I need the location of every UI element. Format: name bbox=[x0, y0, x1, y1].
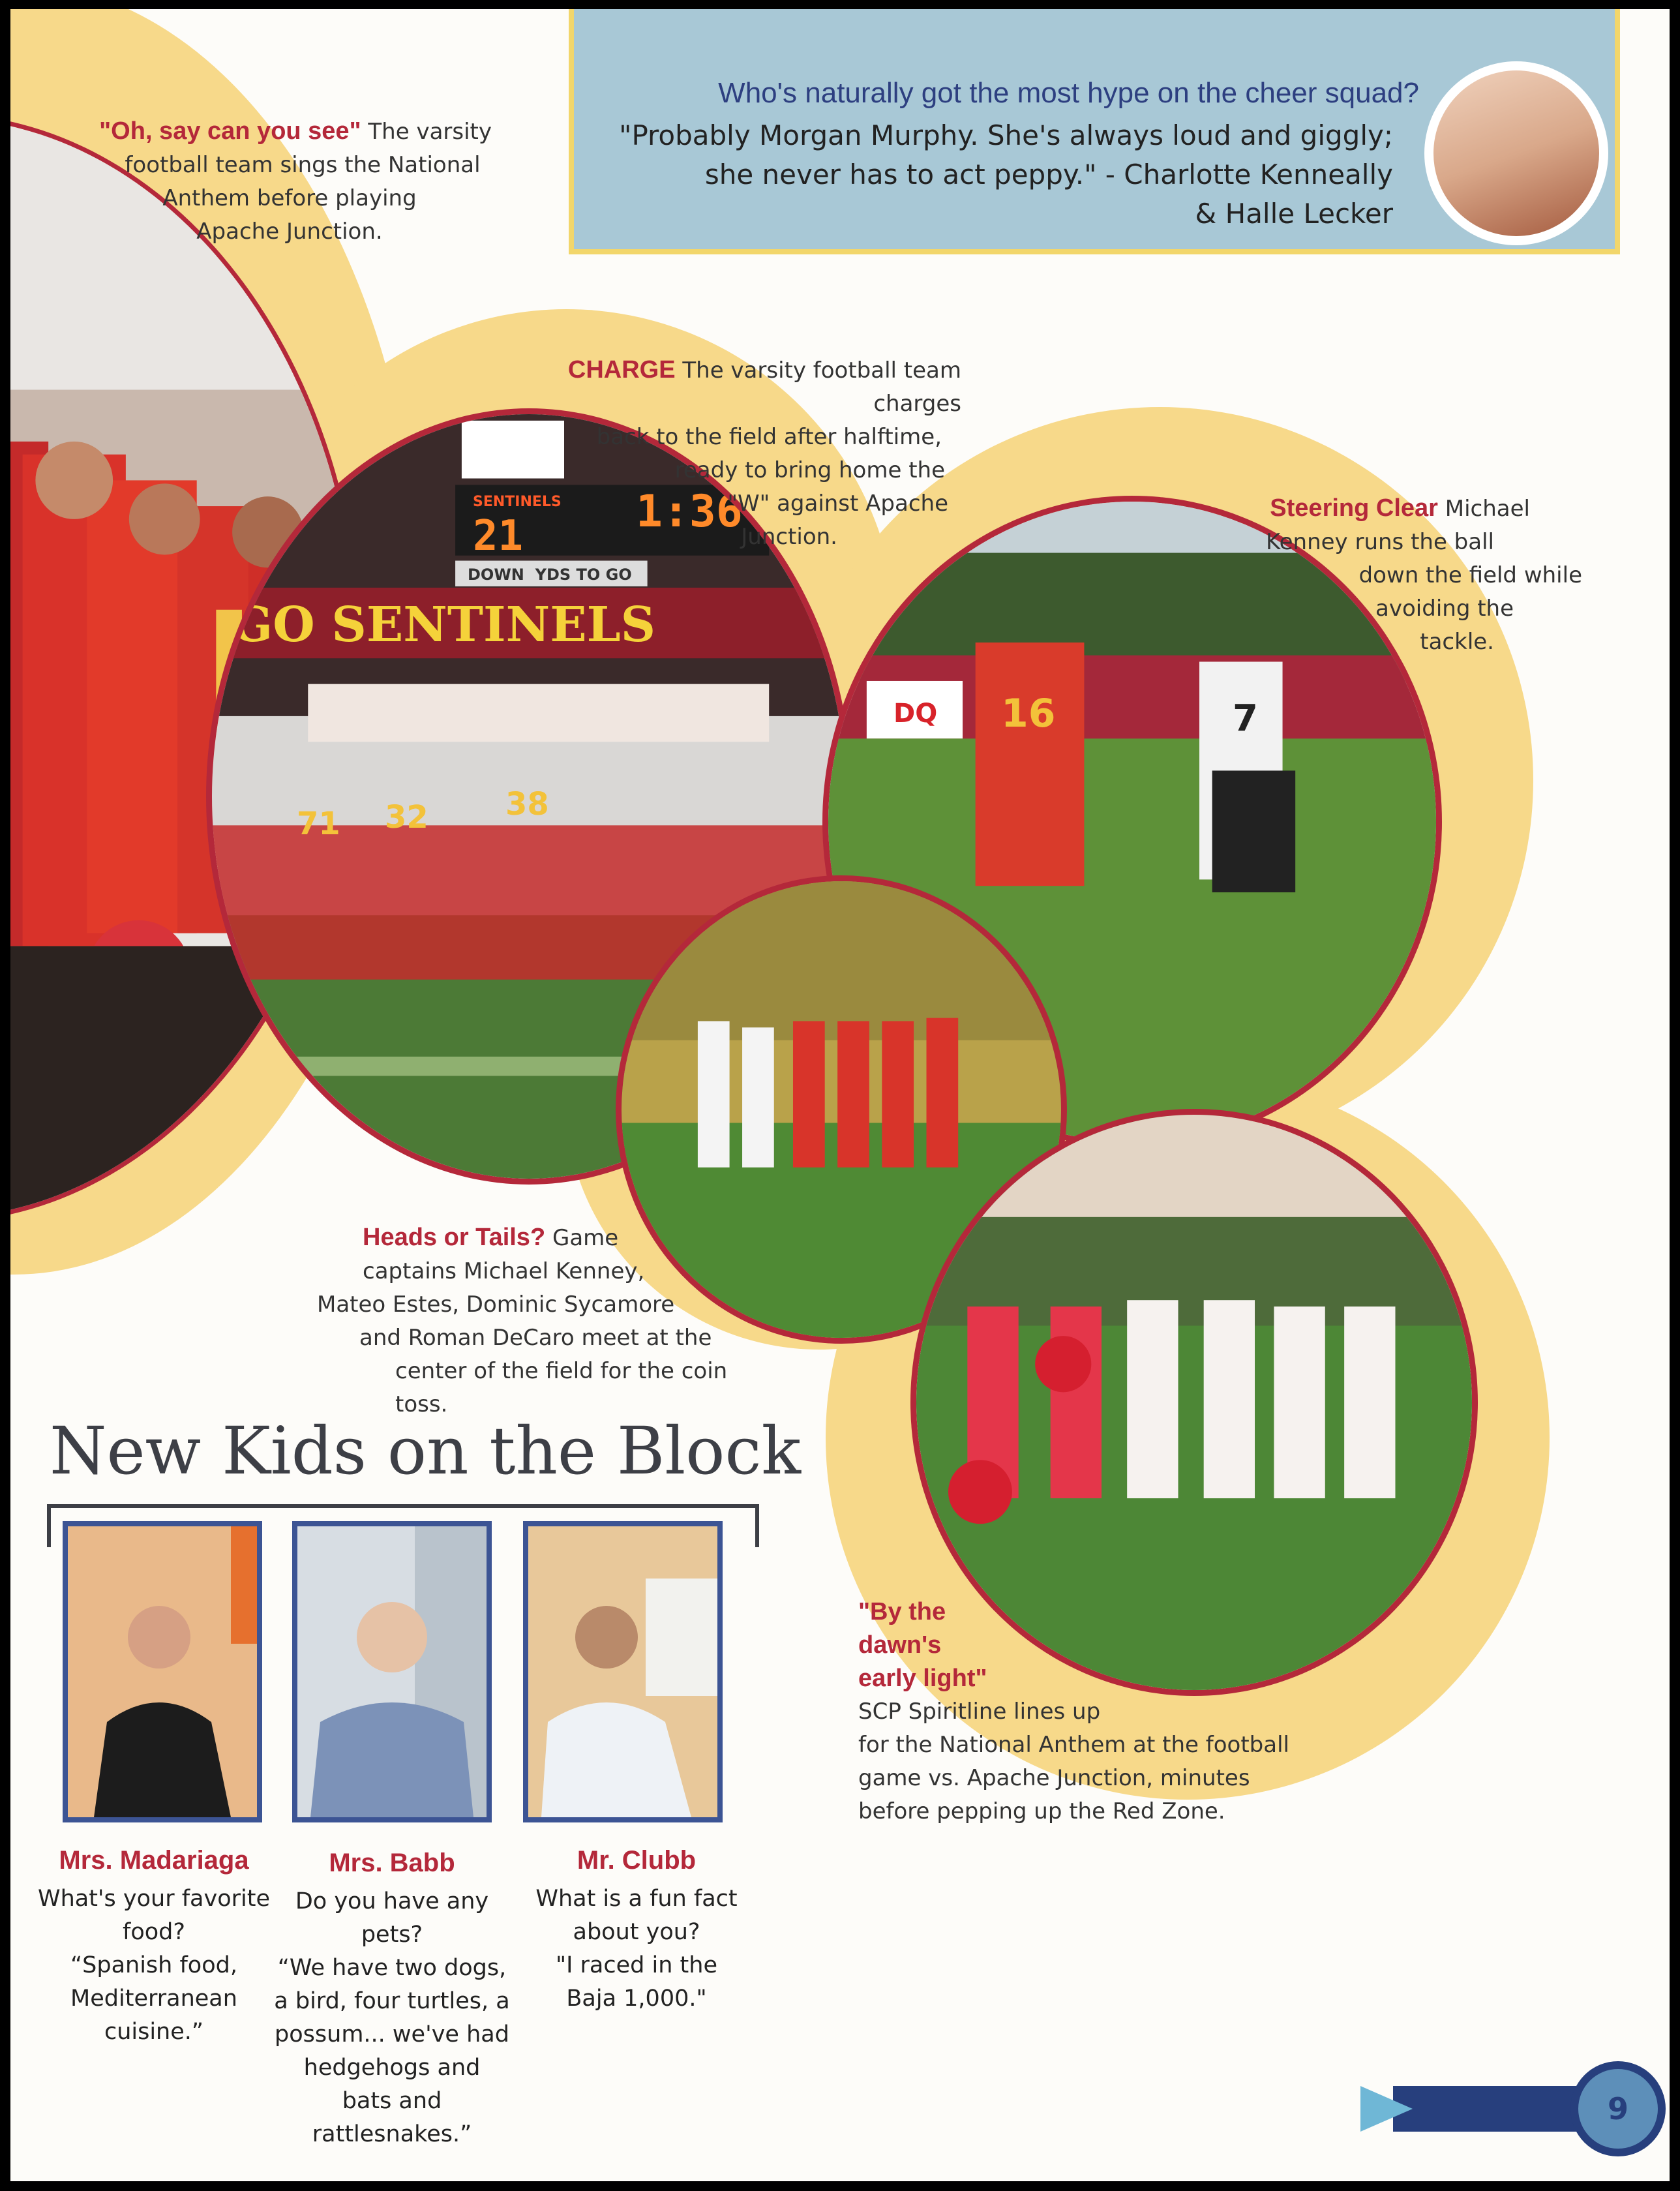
teacher-name-clubb: Mr. Clubb bbox=[577, 1846, 697, 1875]
section-title: New Kids on the Block bbox=[50, 1413, 802, 1489]
banner-text: GO SENTINELS bbox=[232, 597, 656, 653]
scoreboard-clock: 1:36 bbox=[636, 486, 743, 537]
babb-photo bbox=[297, 1526, 487, 1817]
page-number-bar bbox=[1393, 2086, 1595, 2132]
teacher-qa-babb: Do you have any pets? “We have two dogs, a bird, four turtles, a possum... we've had hedgehogs and bats and rattlesnakes.” bbox=[274, 1888, 510, 2147]
jersey-71: 71 bbox=[297, 806, 340, 842]
caption-dawn-headline-3: early light" bbox=[858, 1665, 987, 1692]
caption-charge: CHARGE The varsity football team charges back to the field after halftime, ready to bring home the "W" against Apache Junction. bbox=[567, 356, 961, 550]
yearbook-page bbox=[10, 9, 1670, 2181]
quote-answer bbox=[619, 116, 1393, 234]
quote-box bbox=[569, 9, 1620, 254]
quote-line: "Probably Morgan Murphy. She's always loud and giggly; bbox=[619, 119, 1393, 151]
portrait-madariaga bbox=[63, 1521, 262, 1822]
caption-dawn: "By the dawn's early light" SCP Spiritline lines up for the National Anthem at the football game vs. Apache Junction, minutes before pepping up the Red Zone. bbox=[858, 1595, 1354, 1828]
caption-heads-headline: Heads or Tails? bbox=[363, 1224, 546, 1251]
caption-anthem: "Oh, say can you see" The varsity football team sings the National Anthem before playing Apache Junction. bbox=[99, 117, 492, 245]
jersey-32: 32 bbox=[385, 799, 428, 836]
quote-line: & Halle Lecker bbox=[1195, 198, 1393, 230]
caption-dawn-headline-2: dawn's bbox=[858, 1631, 942, 1659]
caption-anthem-headline: "Oh, say can you see" bbox=[99, 117, 361, 145]
caption-heads: Heads or Tails? Game captains Michael Kenney, Mateo Estes, Dominic Sycamore and Roman DeCaro meet at the center of the field for the coin toss. bbox=[317, 1224, 728, 1417]
dq-logo: DQ bbox=[893, 699, 938, 729]
defender-jersey: 7 bbox=[1233, 697, 1258, 740]
portrait-clubb bbox=[523, 1521, 723, 1822]
caption-dawn-headline-1: "By the bbox=[858, 1598, 946, 1625]
caption-steering-headline: Steering Clear bbox=[1270, 494, 1438, 522]
teacher-qa-madariaga: What's your favorite food? “Spanish food, Mediterranean cuisine.” bbox=[37, 1886, 271, 2045]
page-number: 9 bbox=[1578, 2069, 1658, 2149]
quote-line: she never has to act peppy." - Charlotte Kenneally bbox=[704, 159, 1393, 190]
teacher-name-madariaga: Mrs. Madariaga bbox=[59, 1846, 249, 1875]
caption-charge-headline: CHARGE bbox=[567, 356, 676, 384]
portrait-babb bbox=[292, 1521, 492, 1822]
madariaga-photo bbox=[68, 1526, 257, 1817]
teacher-name-babb: Mrs. Babb bbox=[329, 1849, 455, 1877]
scoreboard-row: DOWN YDS TO GO bbox=[468, 566, 632, 584]
caption-steering: Steering Clear Michael Kenney runs the ball down the field while avoiding the tackle. bbox=[1266, 494, 1582, 655]
clubb-photo bbox=[528, 1526, 717, 1817]
jersey-38: 38 bbox=[505, 786, 549, 823]
quote-avatar-photo bbox=[1424, 61, 1608, 245]
page-number-arrow bbox=[1360, 2086, 1413, 2132]
scoreboard-home-label: SENTINELS bbox=[473, 494, 562, 510]
runner-jersey: 16 bbox=[1001, 691, 1056, 736]
scoreboard-home-score: 21 bbox=[473, 512, 524, 560]
quote-question: Who's naturally got the most hype on the cheer squad? bbox=[718, 77, 1419, 109]
page-number-badge bbox=[1570, 2061, 1666, 2156]
teacher-qa-clubb: What is a fun fact about you? "I raced in the Baja 1,000." bbox=[535, 1886, 738, 2012]
